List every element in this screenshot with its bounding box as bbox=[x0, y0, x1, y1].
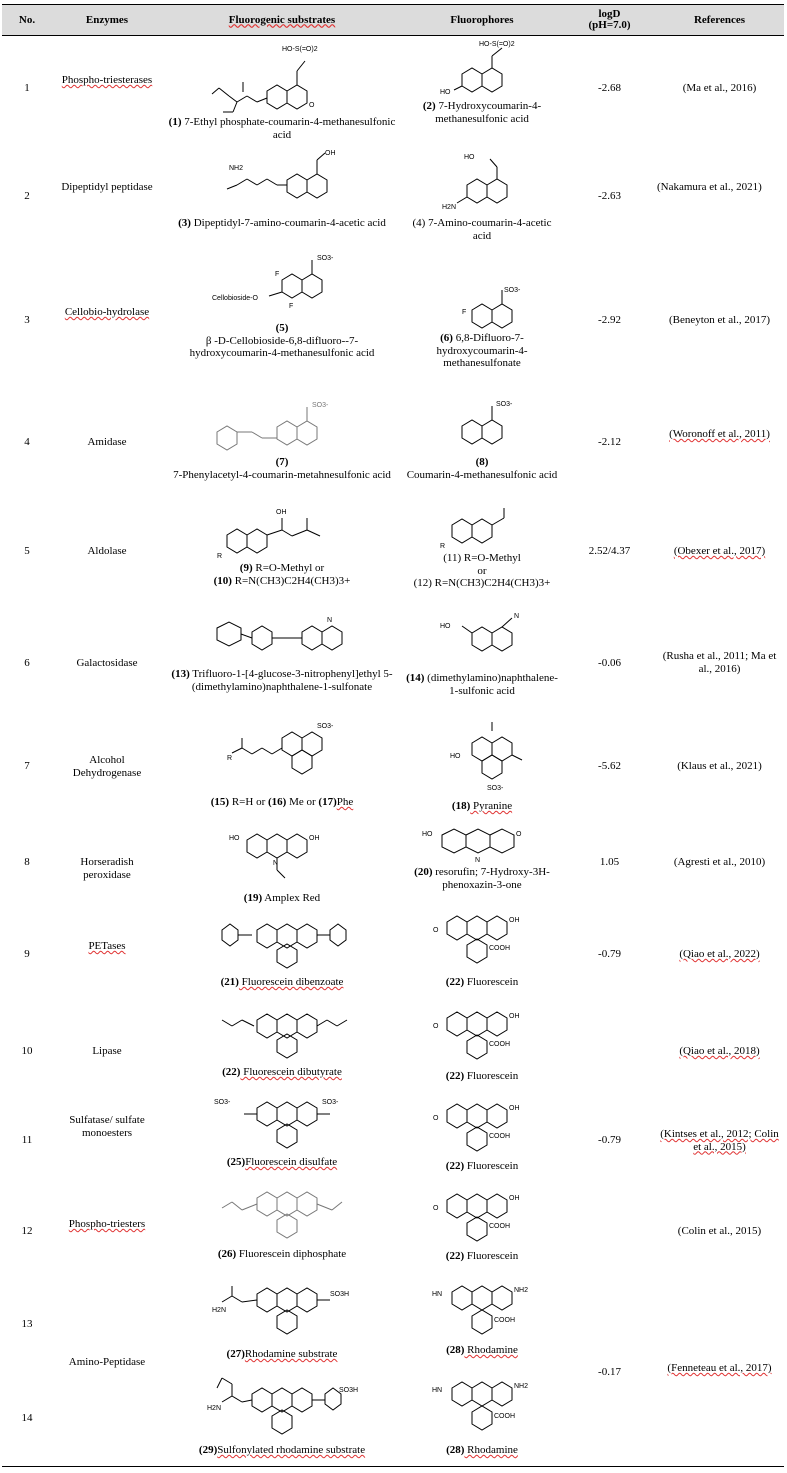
r-label: R bbox=[440, 543, 446, 550]
substrate-name bbox=[167, 116, 397, 141]
substrate-structure bbox=[212, 1000, 352, 1068]
ho-label: HO bbox=[464, 154, 475, 161]
substrate-name bbox=[167, 562, 397, 587]
fluorophore-or: or bbox=[477, 564, 487, 577]
row-number: 10 bbox=[21, 1045, 33, 1057]
ho-label: HO bbox=[450, 753, 461, 760]
fluorophore-structure bbox=[427, 1368, 547, 1442]
n-label: N bbox=[475, 857, 481, 864]
fluorophore-structure bbox=[442, 608, 542, 668]
substrate-number: (7) bbox=[275, 456, 289, 468]
h2n-label: H2N bbox=[212, 1307, 227, 1314]
substrate-number: (25) bbox=[226, 1156, 246, 1168]
so3h-label: HO-S(=O)2 bbox=[282, 46, 318, 53]
fluorophore-name bbox=[402, 1344, 562, 1357]
substrate-text: Fluorescein dibutyrate bbox=[240, 1066, 342, 1078]
o-label: O bbox=[309, 102, 315, 109]
f-label: F bbox=[275, 271, 280, 278]
so3h-label: HO-S(=O)2 bbox=[479, 41, 515, 48]
substrate-text: R=O-Methyl or bbox=[252, 562, 325, 574]
so3-label: SO3- bbox=[504, 287, 521, 294]
fluorophore-number: (14) bbox=[406, 672, 425, 684]
fluorophore-text: (12) R=N(CH3)C2H4(CH3)3+ bbox=[413, 577, 551, 589]
fluorophore-name bbox=[402, 552, 562, 590]
cooh-label: COOH bbox=[489, 1133, 510, 1140]
fluorophore-structure bbox=[412, 820, 552, 865]
substrate-number: (9) bbox=[239, 562, 253, 574]
fluorophore-text: resorufin; 7-Hydroxy-3H-phenoxazin-3-one bbox=[432, 866, 550, 891]
substrate-structure bbox=[207, 36, 357, 116]
fluorophore-text: 6,8-Difluoro-7-hydroxycoumarin-4-methanesulfonate bbox=[436, 332, 528, 369]
substrate-text: Fluorescein diphosphate bbox=[236, 1248, 347, 1260]
table-row bbox=[2, 910, 784, 1002]
oh-label: OH bbox=[309, 835, 320, 842]
nh2-label: NH2 bbox=[514, 1383, 529, 1390]
fluorophore-number: (20) bbox=[414, 866, 433, 878]
cooh-label: COOH bbox=[494, 1317, 515, 1324]
fluorophore-number: (2) bbox=[422, 100, 436, 112]
r-label: R bbox=[217, 553, 223, 560]
substrate-name bbox=[167, 976, 397, 989]
substrate-text: Dipeptidyl-7-amino-coumarin-4-acetic acid bbox=[190, 217, 386, 229]
fluorophore-name bbox=[402, 976, 562, 989]
substrate-number: (27) bbox=[226, 1348, 245, 1360]
header-enzymes: Enzymes bbox=[85, 13, 129, 26]
fluorophore-structure bbox=[427, 1000, 547, 1066]
logd-value: -2.68 bbox=[598, 82, 621, 94]
fluorophore-text: Fluorescein bbox=[464, 976, 519, 988]
so3-label: SO3- bbox=[214, 1099, 231, 1106]
substrate-structure bbox=[212, 1092, 352, 1156]
table-header bbox=[2, 4, 784, 36]
substrate-text: Trifluoro-1-[4-glucose-3-nitrophenyl]ethyl 5-(dimethylamino)naphthalene-1-sulfonate bbox=[189, 668, 393, 693]
substrate-text: Me or bbox=[286, 796, 319, 808]
substrate-name bbox=[167, 1444, 397, 1457]
ho-label: HO bbox=[422, 831, 433, 838]
fluorophore-structure bbox=[432, 36, 542, 101]
r-label: R bbox=[227, 755, 233, 762]
fluorophore-structure bbox=[427, 1272, 547, 1344]
fluorophore-number: (22) bbox=[445, 1160, 465, 1172]
h2n-label: H2N bbox=[207, 1405, 222, 1412]
o-label: O bbox=[433, 927, 439, 934]
ho-label: HO bbox=[440, 623, 451, 630]
substrate-name bbox=[167, 217, 397, 230]
cooh-label: COOH bbox=[494, 1413, 515, 1420]
o-label: O bbox=[433, 1115, 439, 1122]
header-substrates: Fluorogenic substrates bbox=[228, 13, 336, 26]
fluorophore-text: 7-Hydroxycoumarin-4-methanesulfonic acid bbox=[435, 100, 542, 125]
cooh-label: COOH bbox=[489, 1041, 510, 1048]
table-row bbox=[2, 1092, 784, 1182]
fluorophore-text: (4) 7-Amino-coumarin-4-acetic acid bbox=[412, 217, 552, 242]
table-row bbox=[2, 1272, 784, 1368]
substrate-text: Sulfonylated rhodamine substrate bbox=[217, 1444, 366, 1456]
logd-value: 2.52/4.37 bbox=[588, 545, 631, 557]
ho-label: HO bbox=[440, 89, 451, 96]
reference bbox=[657, 428, 782, 441]
fluorophore-name bbox=[402, 100, 562, 125]
cooh-label: COOH bbox=[489, 945, 510, 952]
header-logd-label: logD bbox=[598, 8, 621, 20]
substrate-text: Amplex Red bbox=[262, 892, 321, 904]
oh-label: OH bbox=[509, 1195, 520, 1202]
fluorophore-text: Pyranine bbox=[470, 800, 513, 812]
row-number: 14 bbox=[21, 1412, 33, 1424]
fluorophore-structure bbox=[432, 500, 542, 550]
logd-value: -0.79 bbox=[598, 948, 621, 960]
reference bbox=[657, 1045, 782, 1058]
substrate-number: (1) bbox=[168, 116, 182, 128]
reference bbox=[657, 545, 782, 558]
table-bottom-border bbox=[2, 1466, 784, 1467]
fluorophore-text: Rhodamine bbox=[464, 1344, 518, 1356]
cellobioside-label: Cellobioside-O bbox=[212, 295, 258, 302]
o-label: O bbox=[433, 1205, 439, 1212]
fluorophore-text: (dimethylamino)naphthalene-1-sulfonic acid bbox=[424, 672, 558, 697]
logd-value: -2.12 bbox=[598, 436, 621, 448]
header-logd-sub: (pH=7.0) bbox=[588, 19, 631, 31]
header-fluorophores: Fluorophores bbox=[450, 13, 514, 26]
so3h-short-label: SO3H bbox=[330, 1291, 350, 1298]
logd-value: 1.05 bbox=[599, 856, 620, 868]
reference: (Beneyton et al., 2017) bbox=[668, 314, 771, 326]
nh2-label: NH2 bbox=[229, 165, 244, 172]
row-number: 5 bbox=[24, 545, 30, 557]
reference: (Ma et al., 2016) bbox=[682, 82, 757, 94]
table-row bbox=[2, 1182, 784, 1272]
fluorophore-text: (11) R=O-Methyl bbox=[443, 552, 521, 564]
table-row bbox=[2, 250, 784, 385]
substrate-structure bbox=[222, 718, 352, 793]
substrate-number: (5) bbox=[275, 322, 289, 334]
fluorophore-name bbox=[402, 1444, 562, 1457]
fluorophore-number: (6) bbox=[440, 332, 453, 344]
h2n-label: H2N bbox=[442, 204, 457, 211]
logd-value: -5.62 bbox=[598, 760, 621, 772]
substrate-structure bbox=[207, 608, 357, 666]
fluorophore-name bbox=[402, 456, 562, 481]
so3-label: SO3- bbox=[496, 401, 513, 408]
reference: (Nakamura et al., 2021) bbox=[657, 181, 762, 193]
fluorophore-number: (8) bbox=[475, 456, 489, 468]
substrate-text: 7-Ethyl phosphate-coumarin-4-methanesulfonic acid bbox=[181, 116, 396, 141]
table-row bbox=[2, 820, 784, 908]
substrate-text: Phe bbox=[336, 796, 354, 808]
substrate-name bbox=[167, 1248, 397, 1261]
substrate-name bbox=[167, 1066, 397, 1079]
substrate-number: (15) bbox=[210, 796, 230, 808]
row-number: 3 bbox=[24, 314, 30, 326]
enzyme-name: Lipase bbox=[92, 1045, 122, 1057]
substrate-number: (3) bbox=[178, 217, 191, 229]
substrate-text: Fluorescein dibenzoate bbox=[238, 976, 344, 988]
fluorophore-structure bbox=[432, 392, 542, 458]
substrate-structure bbox=[212, 1182, 352, 1246]
so3-label: SO3- bbox=[312, 402, 329, 409]
enzyme-name: Phospho-triesters bbox=[68, 1218, 146, 1230]
substrate-text: Fluorescein disulfate bbox=[245, 1156, 338, 1168]
fluorophore-structure bbox=[427, 1182, 547, 1248]
nh2-label: NH2 bbox=[514, 1287, 529, 1294]
enzyme-name: Amidase bbox=[87, 436, 127, 448]
enzyme-name: Amino-Peptidase bbox=[68, 1356, 146, 1368]
cooh-label: COOH bbox=[489, 1223, 510, 1230]
fluorophore-structure bbox=[442, 145, 542, 215]
table-row bbox=[2, 500, 784, 600]
fluorophore-number: (28) bbox=[446, 1444, 465, 1456]
substrate-structure bbox=[212, 1272, 352, 1346]
fluorophore-name bbox=[402, 217, 562, 242]
oh-label: OH bbox=[509, 1105, 520, 1112]
fluorophore-text: Rhodamine bbox=[464, 1444, 518, 1456]
table-row bbox=[2, 718, 784, 818]
so3-label: SO3- bbox=[487, 785, 504, 792]
logd-value: -0.79 bbox=[598, 1134, 621, 1146]
so3h-short-label: SO3H bbox=[339, 1387, 359, 1394]
substrate-number: (26) bbox=[217, 1248, 237, 1260]
table-row bbox=[2, 36, 784, 144]
substrate-name bbox=[167, 1156, 397, 1169]
logd-value: -2.92 bbox=[598, 314, 621, 326]
o-label: O bbox=[516, 831, 522, 838]
fluorophore-structure bbox=[442, 250, 542, 340]
n-label: N bbox=[327, 617, 333, 624]
fluorophore-name bbox=[402, 1250, 562, 1263]
substrate-structure bbox=[207, 1368, 357, 1442]
reference: (Rusha et al., 2011; Ma et al., 2016) bbox=[662, 650, 777, 675]
substrate-structure bbox=[212, 500, 352, 560]
fluorophore-text: Coumarin-4-methanesulfonic acid bbox=[406, 468, 558, 481]
fluorophore-name bbox=[402, 866, 562, 891]
so3-label: SO3- bbox=[322, 1099, 339, 1106]
row-number: 8 bbox=[24, 856, 30, 868]
substrate-text: R=H or bbox=[229, 796, 268, 808]
reference: (Colin et al., 2015) bbox=[677, 1225, 762, 1237]
substrate-number: (29) bbox=[198, 1444, 218, 1456]
fluorophore-number: (28) bbox=[446, 1344, 465, 1356]
substrate-name bbox=[167, 796, 397, 809]
reference-text: (Qiao et al., 2022) bbox=[679, 948, 760, 960]
substrate-name bbox=[167, 1348, 397, 1361]
f-label: F bbox=[462, 309, 467, 316]
reference-text: (Woronoff et al., 2011) bbox=[669, 428, 770, 440]
so3-label: SO3- bbox=[317, 255, 334, 262]
fluorophore-structure bbox=[442, 718, 552, 798]
reference bbox=[657, 1362, 782, 1375]
fluorophore-text: Fluorescein bbox=[464, 1160, 519, 1172]
row-number: 6 bbox=[24, 657, 30, 669]
reference: (Klaus et al., 2021) bbox=[677, 760, 762, 772]
row-number: 11 bbox=[21, 1134, 33, 1146]
oh-label: OH bbox=[509, 917, 520, 924]
hn-label: HN bbox=[432, 1291, 443, 1298]
table-row bbox=[2, 145, 784, 245]
enzyme-name: Phospho-triesterases bbox=[61, 74, 153, 86]
substrate-number: (13) bbox=[171, 668, 190, 680]
n-label: N bbox=[514, 613, 520, 620]
reference: (Agresti et al., 2010) bbox=[673, 856, 766, 868]
oh-label: OH bbox=[325, 150, 336, 157]
logd-value: -0.06 bbox=[598, 657, 621, 669]
enzyme-name: Sulfatase/ sulfate monoesters bbox=[69, 1114, 145, 1139]
fluorophore-text: Fluorescein bbox=[464, 1250, 519, 1262]
substrate-name bbox=[167, 668, 397, 693]
row-number: 9 bbox=[24, 948, 30, 960]
fluorophore-name bbox=[402, 332, 562, 370]
logd-value: -2.63 bbox=[598, 190, 621, 202]
substrate-number: (22) bbox=[222, 1066, 241, 1078]
enzyme-name: Alcohol Dehydrogenase bbox=[72, 754, 142, 779]
fluorophore-structure bbox=[427, 1092, 547, 1158]
substrate-structure bbox=[227, 820, 347, 890]
enzyme-name: Galactosidase bbox=[76, 657, 138, 669]
row-number: 12 bbox=[21, 1225, 33, 1237]
substrate-text: R=N(CH3)C2H4(CH3)3+ bbox=[231, 574, 351, 587]
substrate-name bbox=[167, 322, 397, 360]
table-row bbox=[2, 608, 784, 718]
table-row bbox=[2, 1356, 784, 1466]
substrate-name bbox=[167, 892, 397, 905]
substrate-number: (10) bbox=[213, 574, 232, 587]
table-row bbox=[2, 1000, 784, 1092]
fluorophore-text: Fluorescein bbox=[464, 1070, 519, 1082]
fluorophore-number: (22) bbox=[445, 976, 465, 988]
row-number: 4 bbox=[24, 436, 30, 448]
fluorophore-name bbox=[402, 672, 562, 697]
o-label: O bbox=[433, 1023, 439, 1030]
fluorophore-number: (22) bbox=[445, 1070, 465, 1082]
substrate-number: (21) bbox=[220, 976, 239, 988]
substrate-text: 7-Phenylacetyl-4-coumarin-metahnesulfonic acid bbox=[173, 468, 391, 481]
enzyme-name: Dipeptidyl peptidase bbox=[61, 181, 153, 193]
oh-label: OH bbox=[276, 509, 287, 516]
fluorophore-structure bbox=[427, 910, 547, 970]
so3-label: SO3- bbox=[317, 723, 334, 730]
row-number: 13 bbox=[21, 1318, 33, 1330]
fluorophore-name bbox=[402, 800, 562, 813]
row-number: 2 bbox=[24, 190, 30, 202]
f-label: F bbox=[289, 303, 294, 310]
reference bbox=[657, 948, 782, 961]
header-logd bbox=[567, 5, 652, 35]
fluorophore-name bbox=[402, 1070, 562, 1083]
substrate-structure bbox=[217, 145, 357, 213]
fluorophore-number: (22) bbox=[445, 1250, 465, 1262]
hn-label: HN bbox=[432, 1387, 443, 1394]
substrate-text: β -D-Cellobioside-6,8-difluoro--7-hydroxycoumarin-4-methanesulfonic acid bbox=[189, 334, 375, 359]
header-no: No. bbox=[18, 13, 36, 26]
enzyme-name: Horseradish peroxidase bbox=[80, 856, 134, 881]
substrate-structure bbox=[207, 250, 357, 322]
header-references: References bbox=[693, 13, 746, 26]
enzyme-name: Cellobio-hydrolase bbox=[64, 306, 150, 318]
ho-label: HO bbox=[229, 835, 240, 842]
reference-text: (Qiao et al., 2018) bbox=[679, 1045, 760, 1057]
row-number: 1 bbox=[24, 82, 30, 94]
reference-text: (Fenneteau et al., 2017) bbox=[667, 1362, 772, 1374]
substrate-text: Rhodamine substrate bbox=[244, 1348, 338, 1360]
substrate-number: (16) bbox=[268, 796, 287, 808]
fluorophore-number: (18) bbox=[451, 800, 471, 812]
logd-value: -0.17 bbox=[598, 1366, 621, 1378]
reference bbox=[657, 1128, 782, 1153]
substrate-number: (17) bbox=[318, 796, 337, 808]
reference-text: (Obexer et al., 2017) bbox=[673, 545, 766, 557]
enzyme-name: PETases bbox=[88, 940, 126, 952]
enzyme-name: Aldolase bbox=[87, 545, 127, 557]
n-label: N bbox=[273, 860, 279, 867]
substrate-name bbox=[167, 456, 397, 481]
substrate-structure bbox=[207, 392, 357, 456]
substrate-number: (19) bbox=[243, 892, 263, 904]
table-row bbox=[2, 392, 784, 500]
reference-text: (Kintses et al., 2012; Colin et al., 2015) bbox=[660, 1128, 779, 1153]
oh-label: OH bbox=[509, 1013, 520, 1020]
fluorophore-name bbox=[402, 1160, 562, 1173]
substrate-structure bbox=[212, 910, 352, 978]
row-number: 7 bbox=[24, 760, 30, 772]
